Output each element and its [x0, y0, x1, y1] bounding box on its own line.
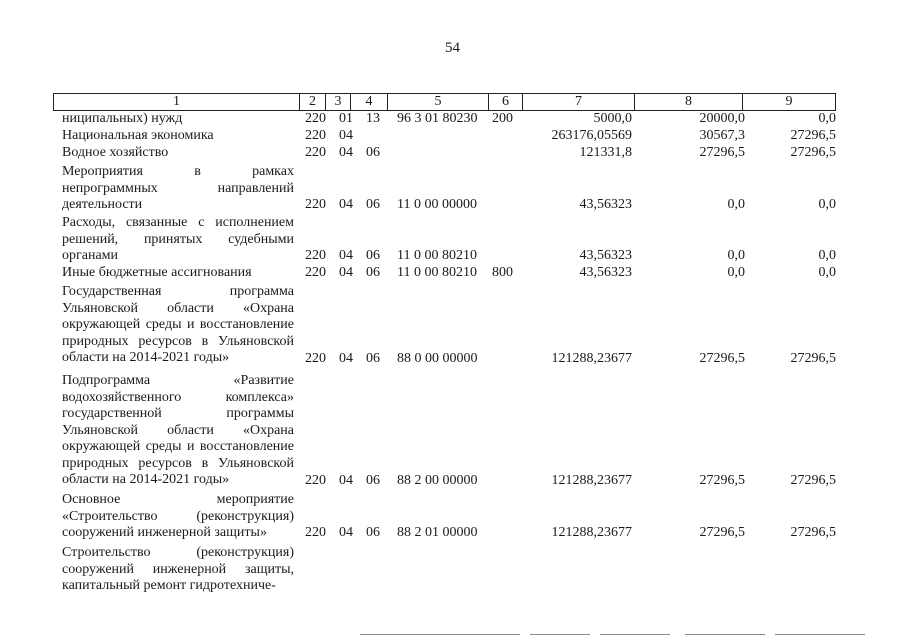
row-c5: 96 3 01 80230: [397, 111, 478, 126]
row-name: ниципальных) нужд: [62, 111, 183, 126]
row-c3: 04: [339, 145, 353, 160]
header-col-3: 3: [325, 94, 350, 110]
row-c5: 11 0 00 80210: [397, 248, 477, 263]
row-c9: 27296,5: [790, 525, 836, 540]
header-col-7: 7: [522, 94, 634, 110]
header-col-5: 5: [387, 94, 488, 110]
row-c3: 01: [339, 111, 353, 126]
row-c4: 06: [366, 265, 380, 280]
row-c5: 88 2 01 00000: [397, 525, 478, 540]
row-c4: 06: [366, 248, 380, 263]
row-c8: 20000,0: [699, 111, 745, 126]
row-name: Водное хозяйство: [62, 145, 169, 160]
row-c3: 04: [339, 351, 353, 366]
row-c3: 04: [339, 525, 353, 540]
row-c7: 43,56323: [579, 197, 632, 212]
row-c3: 04: [339, 473, 353, 488]
row-name: Национальная экономика: [62, 128, 214, 143]
header-col-4: 4: [350, 94, 387, 110]
scan-artifact-line: [685, 634, 765, 635]
row-c4: 06: [366, 145, 380, 160]
row-name: Подпрограмма «Развитие водохозяйственного комплекса» государственной программы Ульяновской области «Охрана окружающей среды и восстановление природных ресурсов в Ульяновской области на 2014-2021 годы»: [62, 373, 294, 487]
row-c4: 06: [366, 525, 380, 540]
row-c7: 43,56323: [579, 248, 632, 263]
scan-artifact-line: [775, 634, 865, 635]
scan-artifact-line: [530, 634, 590, 635]
row-c4: 06: [366, 197, 380, 212]
row-c3: 04: [339, 248, 353, 263]
header-col-6: 6: [488, 94, 522, 110]
row-c8: 0,0: [727, 265, 745, 280]
row-c8: 0,0: [727, 248, 745, 263]
row-c8: 27296,5: [699, 525, 745, 540]
page-bottom-edge: [0, 634, 905, 640]
row-c8: 27296,5: [699, 473, 745, 488]
row-c2: 220: [305, 525, 326, 540]
header-col-1: 1: [173, 94, 180, 109]
row-c2: 220: [305, 197, 326, 212]
row-c5: 88 2 00 00000: [397, 473, 478, 488]
row-c4: 06: [366, 473, 380, 488]
row-c7: 263176,05569: [551, 128, 632, 143]
row-c2: 220: [305, 145, 326, 160]
header-col-8: 8: [634, 94, 742, 110]
row-c9: 0,0: [818, 248, 836, 263]
row-c9: 27296,5: [790, 145, 836, 160]
row-name: Мероприятия в рамках непрограммных направлений деятельности: [62, 164, 294, 212]
row-c2: 220: [305, 473, 326, 488]
scan-artifact-line: [360, 634, 520, 635]
row-c9: 0,0: [818, 265, 836, 280]
row-c7: 121288,23677: [551, 525, 632, 540]
row-c8: 27296,5: [699, 351, 745, 366]
row-c5: 11 0 00 80210: [397, 265, 477, 280]
row-c2: 220: [305, 351, 326, 366]
row-c2: 220: [305, 265, 326, 280]
row-c5: 88 0 00 00000: [397, 351, 478, 366]
row-c9: 0,0: [818, 197, 836, 212]
row-c8: 27296,5: [699, 145, 745, 160]
header-col-9: 9: [742, 94, 835, 110]
row-name: Основное мероприятие «Строительство (реконструкция) сооружений инженерной защиты»: [62, 492, 294, 540]
row-c4: 13: [366, 111, 380, 126]
row-c9: 27296,5: [790, 351, 836, 366]
row-c7: 43,56323: [579, 265, 632, 280]
row-c9: 27296,5: [790, 128, 836, 143]
row-c7: 121331,8: [579, 145, 632, 160]
row-c9: 27296,5: [790, 473, 836, 488]
row-c2: 220: [305, 128, 326, 143]
row-name: Иные бюджетные ассигнования: [62, 265, 252, 280]
row-c7: 5000,0: [593, 111, 632, 126]
row-c2: 220: [305, 248, 326, 263]
header-col-2: 2: [299, 94, 325, 110]
row-c8: 30567,3: [699, 128, 745, 143]
row-name: Строительство (реконструкция) сооружений инженерной защиты, капитальный ремонт гидротехниче-: [62, 545, 294, 593]
row-name: Расходы, связанные с исполнением решений, принятых судебными органами: [62, 215, 294, 263]
row-c9: 0,0: [818, 111, 836, 126]
row-c3: 04: [339, 265, 353, 280]
page-number: 54: [445, 40, 460, 56]
row-c8: 0,0: [727, 197, 745, 212]
row-c4: 06: [366, 351, 380, 366]
row-c3: 04: [339, 197, 353, 212]
row-c6: 200: [492, 111, 513, 126]
row-c7: 121288,23677: [551, 473, 632, 488]
row-c3: 04: [339, 128, 353, 143]
scan-artifact-line: [600, 634, 670, 635]
table-header: [53, 93, 836, 111]
row-c5: 11 0 00 00000: [397, 197, 477, 212]
row-name: Государственная программа Ульяновской области «Охрана окружающей среды и восстановление природных ресурсов в Ульяновской области на 2014-2021 годы»: [62, 284, 294, 365]
row-c7: 121288,23677: [551, 351, 632, 366]
row-c6: 800: [492, 265, 513, 280]
row-c2: 220: [305, 111, 326, 126]
